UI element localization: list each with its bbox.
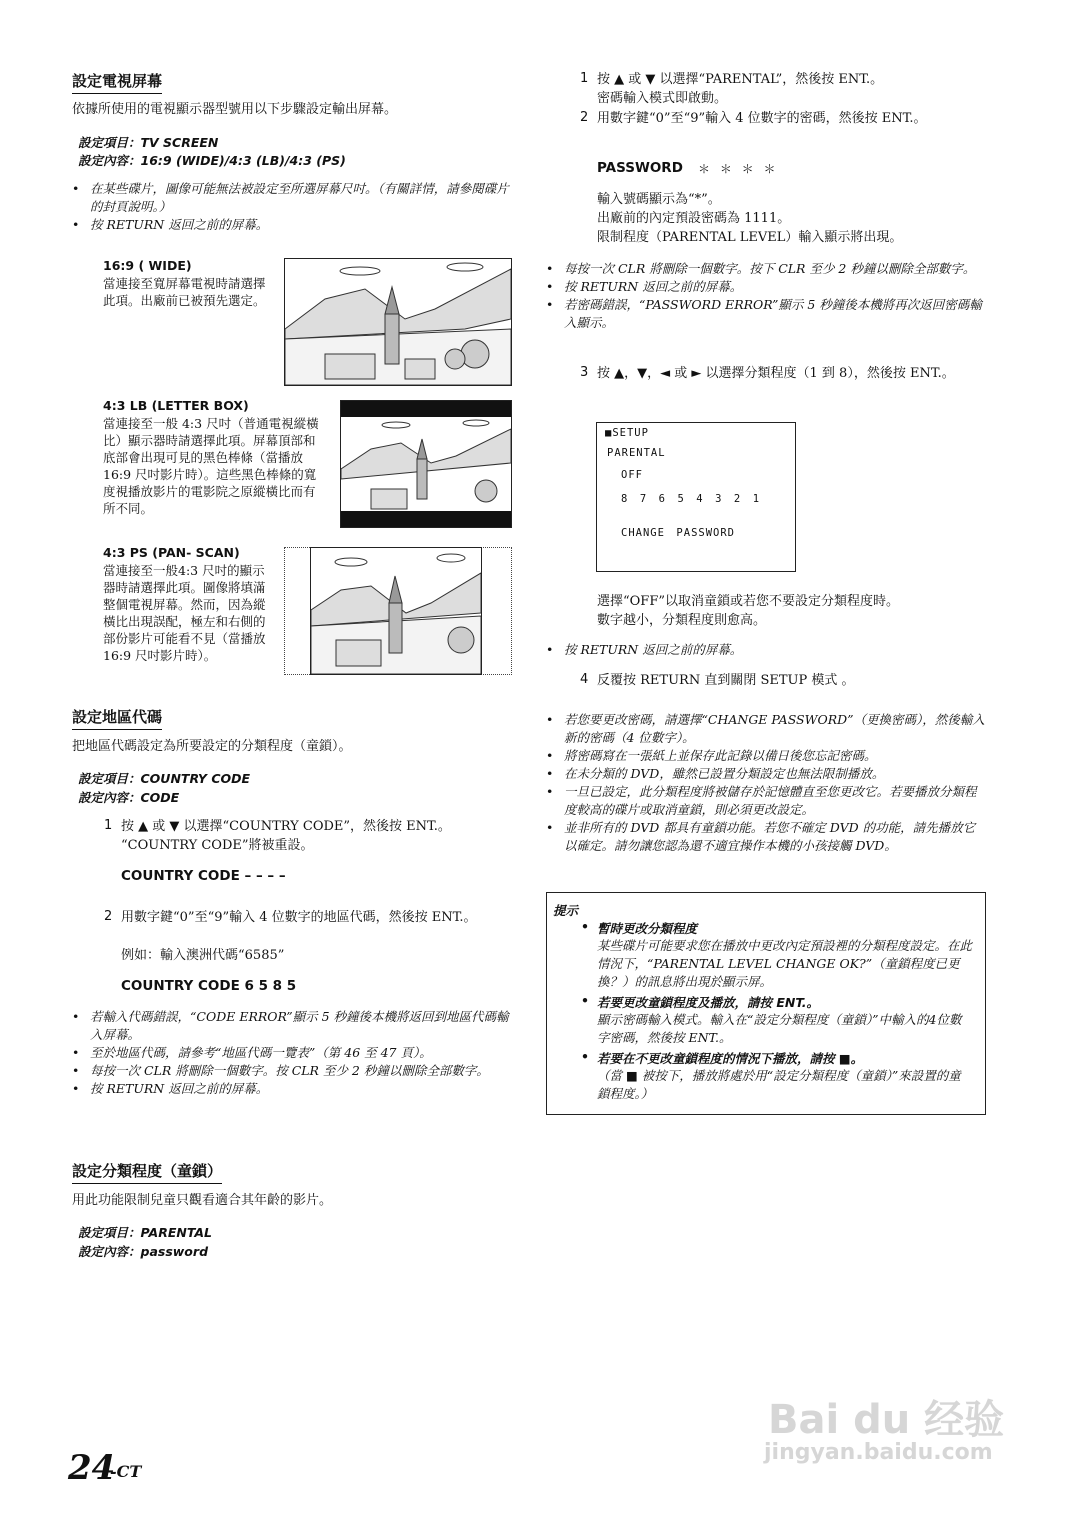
section-intro: 把地區代碼設定為所要設定的分類程度（童鎖）。 [72, 739, 352, 754]
screen-line-parental: PARENTAL [607, 447, 666, 459]
note-text: 輸入號碼顯示為“*”。 [597, 192, 721, 207]
bullet-list [546, 711, 986, 855]
screen-note: 選擇“OFF”以取消童鎖或若您不要設定分類程度時。 [597, 594, 899, 609]
section-title-parental: 設定分類程度（童鎖） [72, 1160, 222, 1184]
bullet-list [546, 641, 986, 659]
screen-note: 數字越小，分類程度則愈高。 [597, 613, 767, 628]
setting-content: 設定內容：16:9 (WIDE)/4:3 (LB)/4:3 (PS) [78, 153, 346, 168]
list-item: • 一旦已設定，此分類程度將被儲存於記憶體直至您更改它。若要播放分類程度較高的碟片或取消童鎖，則必須更改設定。 [546, 783, 986, 819]
step-text: 按 ▲ 或 ▼ 以選擇“PARENTAL”，然後按 ENT.。 [597, 72, 884, 87]
baidu-logo-watermark: Bai du 经验 [768, 1397, 1005, 1443]
step-text: 密碼輸入模式即啟動。 [597, 91, 728, 106]
list-item: • 在某些碟片，圖像可能無法被設定至所選屏幕尺吋。（有關詳情，請參閱碟片的封頁說明。） [72, 180, 514, 216]
section-title-country-code: 設定地區代碼 [72, 706, 162, 730]
setting-item: 設定項目：TV SCREEN [78, 135, 219, 150]
tip-text: （當 ■ 被按下，播放將處於用“設定分類程度（童鎖）”來設置的童鎖程度。） [597, 1068, 961, 1101]
screen-option-off: OFF [621, 469, 643, 481]
mode-label-panscan: 4:3 PS (PAN- SCAN) [103, 545, 240, 560]
step-number: 3 [580, 365, 589, 380]
list-item: • 在未分類的 DVD，雖然已設置分類設定也無法限制播放。 [546, 765, 986, 783]
tip-text: 顯示密碼輸入模式。輸入在“設定分類程度（童鎖）”中輸入的4位數字密碼，然後按 ENT.。 [597, 1012, 962, 1045]
step-text: 用數字鍵“0”至“9”輸入 4 位數字的地區代碼，然後按 ENT.。 [121, 910, 477, 925]
list-item: • 若輸入代碼錯誤，“CODE ERROR”顯示 5 秒鐘後本機將返回到地區代碼輸入屏幕。 [72, 1008, 514, 1044]
list-item: • 將密碼寫在一張紙上並保存此記錄以備日後您忘記密碼。 [546, 747, 986, 765]
bullet-list [546, 260, 986, 332]
step-number: 2 [580, 110, 589, 125]
page-suffix: -CT [110, 1462, 142, 1481]
list-item: • 至於地區代碼，請參考“地區代碼一覽表”（第 46 至 47 頁）。 [72, 1044, 514, 1062]
step-number: 1 [104, 818, 113, 833]
list-item: • 按 RETURN 返回之前的屏幕。 [546, 641, 986, 659]
list-item: • 若您要更改密碼，請選擇“CHANGE PASSWORD”（更換密碼），然後輸入新的密碼（4 位數字）。 [546, 711, 986, 747]
setting-content: 設定內容：CODE [78, 790, 180, 805]
password-label: PASSWORD [597, 160, 683, 176]
tip-bullet: • [581, 993, 589, 1008]
setting-item: 設定項目：COUNTRY CODE [78, 771, 251, 786]
section-title-tv-screen: 設定電視屏幕 [72, 70, 162, 94]
tv-wide-illustration [284, 258, 512, 386]
tip-heading: 若要在不更改童鎖程度的情況下播放，請按 ■。 [597, 1051, 864, 1066]
section-intro: 用此功能限制兒童只觀看適合其年齡的影片。 [72, 1193, 333, 1208]
list-item: • 按 RETURN 返回之前的屏幕。 [546, 278, 986, 296]
screen-change-password: CHANGE PASSWORD [621, 527, 736, 539]
list-item: • 每按一次 CLR 將刪除一個數字。按下 CLR 至少 2 秒鐘以刪除全部數字。 [546, 260, 986, 278]
tips-box [546, 892, 986, 1115]
baidu-url-watermark: jingyan.baidu.com [764, 1440, 993, 1465]
parental-setup-screen [596, 422, 796, 572]
setting-content: 設定內容：password [78, 1244, 209, 1259]
tip-heading: 若要更改童鎖程度及播放，請按 ENT.。 [597, 995, 820, 1010]
tip-text: 某些碟片可能要求您在播放中更改內定預設裡的分類程度設定。在此情況下，“PARENTAL LEVEL CHANGE OK?”（童鎖程度已更換？）的訊息將出現於顯示屏。 [597, 938, 973, 989]
section-intro: 依據所使用的電視顯示器型號用以下步驟設定輸出屏幕。 [72, 102, 398, 117]
password-mask: ＊ ＊ ＊ ＊ [698, 162, 779, 176]
list-item: • 並非所有的 DVD 都具有童鎖功能。若您不確定 DVD 的功能，請先播放它以確定。請勿讓您認為還不適宜操作本機的小孩接觸 DVD。 [546, 819, 986, 855]
step-text: 用數字鍵“0”至“9”輸入 4 位數字的密碼，然後按 ENT.。 [597, 111, 927, 126]
note-text: 限制程度（PARENTAL LEVEL）輸入顯示將出現。 [597, 230, 903, 245]
display-country-code: COUNTRY CODE 6 5 8 5 [121, 978, 297, 994]
step-text: 反覆按 RETURN 直到關閉 SETUP 模式 。 [597, 673, 855, 688]
display-country-code: COUNTRY CODE – – – – [121, 868, 286, 884]
step-text: 按 ▲，▼，◄ 或 ► 以選擇分類程度（1 到 8），然後按 ENT.。 [597, 366, 955, 381]
step-number: 2 [104, 909, 113, 924]
tip-heading: 暫時更改分類程度 [597, 921, 698, 936]
step-number: 4 [580, 672, 589, 687]
tv-letterbox-illustration [340, 400, 512, 528]
list-item: • 按 RETURN 返回之前的屏幕。 [72, 1080, 514, 1098]
mode-label-letterbox: 4:3 LB (LETTER BOX) [103, 398, 249, 413]
mode-desc-letterbox: 當連接至一般 4:3 尺吋（普通電視縱橫比）顯示器時請選擇此項。屏幕頂部和底部會出現可見的黑色棒條（當播放16:9 尺吋影片時）。這些黑色棒條的寬度視播放影片的電影院之原縱橫比而有所不同。 [103, 416, 319, 516]
step-text: 按 ▲ 或 ▼ 以選擇“COUNTRY CODE”，然後按 ENT.。 [121, 819, 451, 834]
tv-panscan-illustration [310, 547, 482, 675]
tip-bullet: • [581, 919, 589, 934]
tip-bullet: • [581, 1049, 589, 1064]
step-number: 1 [580, 71, 589, 86]
list-item: • 若密碼錯誤，“PASSWORD ERROR”顯示 5 秒鐘後本機將再次返回密碼輸入顯示。 [546, 296, 986, 332]
page-number: 24 [68, 1448, 116, 1488]
mode-desc-wide: 當連接至寬屏幕電視時請選擇此項。出廠前已被預先選定。 [103, 276, 266, 308]
note-text: 出廠前的內定預設密碼為 1111。 [597, 211, 791, 226]
bullet-list [72, 180, 514, 234]
mode-label-wide: 16:9 ( WIDE) [103, 258, 192, 273]
setting-item: 設定項目：PARENTAL [78, 1225, 213, 1240]
bullet-list [72, 1008, 514, 1098]
mode-desc-panscan: 當連接至一般4:3 尺吋的顯示器時請選擇此項。圖像將填滿整個電視屏幕。然而，因為縱橫比出現誤配，極左和右側的部份影片可能看不見（當播放16:9 尺吋影片時）。 [103, 563, 266, 663]
screen-line-setup: ■SETUP [605, 427, 649, 439]
list-item: • 每按一次 CLR 將刪除一個數字。按 CLR 至少 2 秒鐘以刪除全部數字。 [72, 1062, 514, 1080]
step-text: “COUNTRY CODE”將被重設。 [121, 838, 314, 853]
tips-title: 提示 [553, 903, 579, 918]
screen-level-numbers: 8 7 6 5 4 3 2 1 [621, 493, 761, 505]
list-item: • 按 RETURN 返回之前的屏幕。 [72, 216, 514, 234]
step-text: 例如：輸入澳洲代碼“6585” [121, 948, 285, 963]
